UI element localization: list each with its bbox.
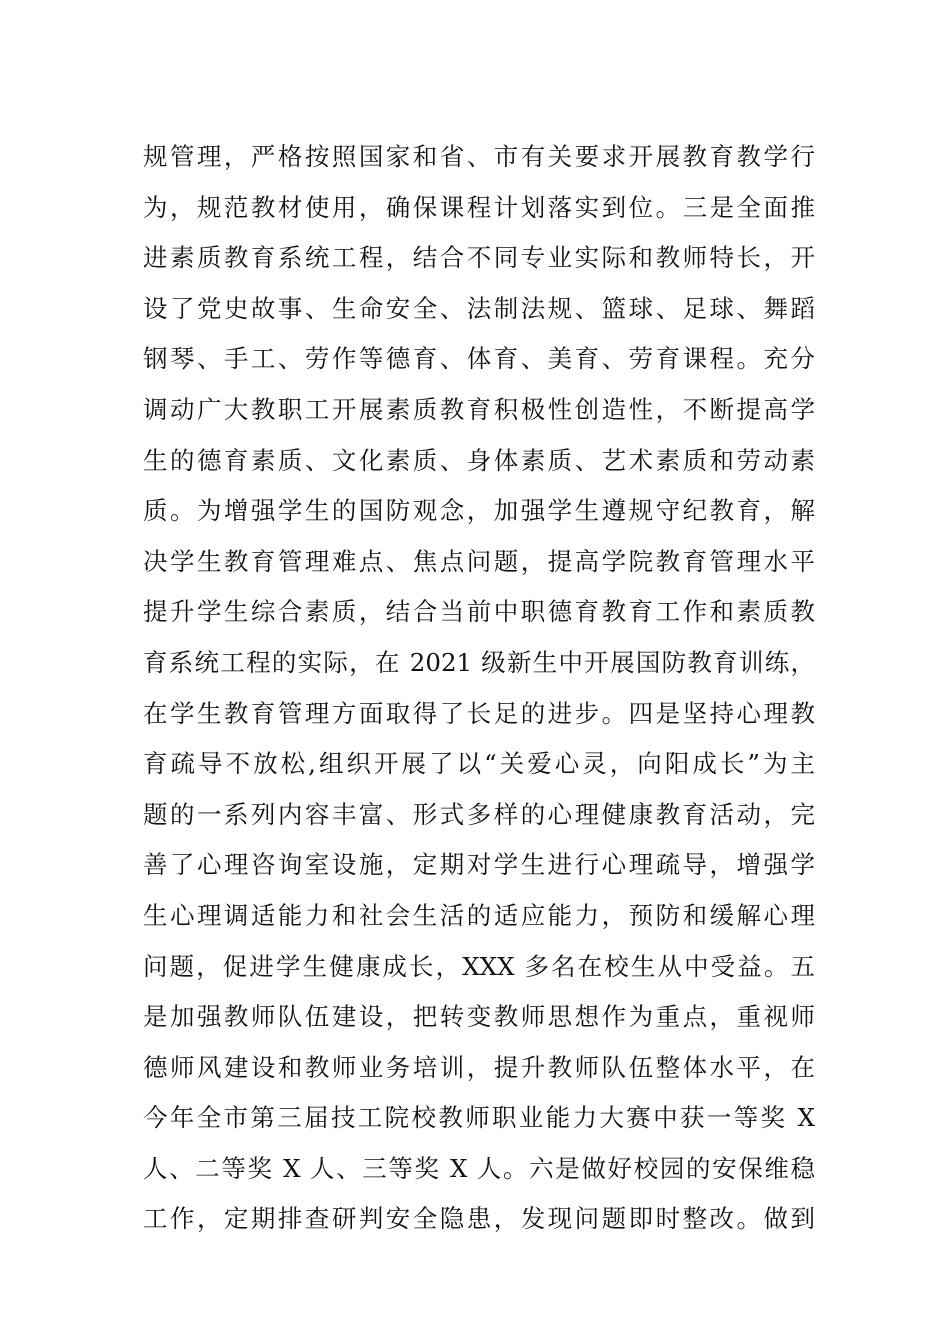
text-line: 质。为增强学生的国防观念，加强学生遵规守纪教育，解 xyxy=(143,496,815,526)
text-line: 工作，定期排查研判安全隐患，发现问题即时整改。做到 xyxy=(143,1204,815,1234)
text-line: 为，规范教材使用，确保课程计划落实到位。三是全面推 xyxy=(143,192,815,222)
text-line: 生心理调适能力和社会生活的适应能力，预防和缓解心理 xyxy=(143,900,815,930)
text-line: 育系统工程的实际，在 2021 级新生中开展国防教育训练， xyxy=(143,647,815,677)
text-line: 德师风建设和教师业务培训，提升教师队伍整体水平，在 xyxy=(143,1052,815,1082)
text-line: 决学生教育管理难点、焦点问题，提高学院教育管理水平 xyxy=(143,546,815,576)
text-line: 善了心理咨询室设施，定期对学生进行心理疏导，增强学 xyxy=(143,850,815,880)
text-line: 调动广大教职工开展素质教育积极性创造性，不断提高学 xyxy=(143,394,815,424)
text-line: 是加强教师队伍建设，把转变教师思想作为重点，重视师 xyxy=(143,1002,815,1032)
text-line: 问题，促进学生健康成长，XXX 多名在校生从中受益。五 xyxy=(143,951,815,981)
text-line: 进素质教育系统工程，结合不同专业实际和教师特长，开 xyxy=(143,243,815,273)
text-line: 生的德育素质、文化素质、身体素质、艺术素质和劳动素 xyxy=(143,445,815,475)
body-paragraph xyxy=(143,132,815,1245)
text-line: 今年全市第三届技工院校教师职业能力大赛中获一等奖 X xyxy=(143,1103,815,1133)
text-line: 在学生教育管理方面取得了长足的进步。四是坚持心理教 xyxy=(143,698,815,728)
text-line: 提升学生综合素质，结合当前中职德育教育工作和素质教 xyxy=(143,597,815,627)
text-line: 人、二等奖 X 人、三等奖 X 人。六是做好校园的安保维稳 xyxy=(143,1153,815,1183)
text-line: 设了党史故事、生命安全、法制法规、篮球、足球、舞蹈 xyxy=(143,293,815,323)
text-line: 题的一系列内容丰富、形式多样的心理健康教育活动，完 xyxy=(143,799,815,829)
text-line: 规管理，严格按照国家和省、市有关要求开展教育教学行 xyxy=(143,142,815,171)
text-line: 钢琴、手工、劳作等德育、体育、美育、劳育课程。充分 xyxy=(143,344,815,374)
text-line: 育疏导不放松,组织开展了以“关爱心灵，向阳成长”为主 xyxy=(143,749,815,779)
